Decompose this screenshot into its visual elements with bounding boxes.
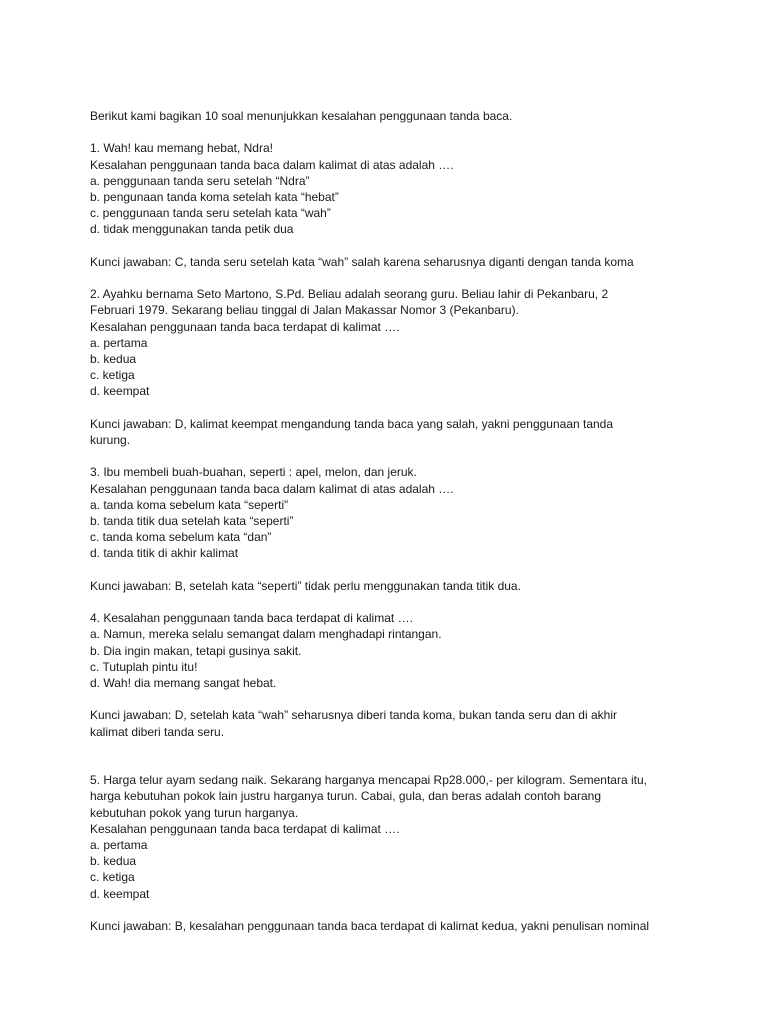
question-prompt: Kesalahan penggunaan tanda baca dalam kalimat di atas adalah …. <box>90 481 454 496</box>
question-5 <box>90 772 698 934</box>
option-b: b. pengunaan tanda koma setelah kata “hebat” <box>90 190 339 204</box>
option-c: c. ketiga <box>90 368 135 383</box>
question-text: 3. Ibu membeli buah-buahan, seperti : apel, melon, dan jeruk. <box>90 465 417 480</box>
answer-key: Kunci jawaban: B, setelah kata “seperti” tidak perlu menggunakan tanda titik dua. <box>90 578 521 593</box>
spacer <box>90 740 698 772</box>
option-d: d. tanda titik di akhir kalimat <box>90 546 239 561</box>
option-a: a. pertama <box>90 838 148 852</box>
answer-key: Kunci jawaban: C, tanda seru setelah kata “wah” salah karena seharusnya diganti dengan tanda koma <box>90 254 634 269</box>
question-2 <box>90 286 698 448</box>
spacer <box>90 562 698 578</box>
question-4 <box>90 610 698 740</box>
question-prompt: 4. Kesalahan penggunaan tanda baca terdapat di kalimat …. <box>90 611 413 626</box>
spacer <box>90 238 698 254</box>
question-text: 1. Wah! kau memang hebat, Ndra! <box>90 141 273 156</box>
question-1 <box>90 140 698 270</box>
question-text: kebutuhan pokok yang turun harganya. <box>90 805 299 820</box>
question-text: Februari 1979. Sekarang beliau tinggal di Jalan Makassar Nomor 3 (Pekanbaru). <box>90 303 519 318</box>
spacer <box>90 448 698 464</box>
question-prompt: Kesalahan penggunaan tanda baca terdapat di kalimat …. <box>90 319 400 334</box>
option-c: c. Tutuplah pintu itu! <box>90 659 198 674</box>
question-3 <box>90 464 698 594</box>
option-c: c. tanda koma sebelum kata “dan” <box>90 530 272 545</box>
option-d: d. Wah! dia memang sangat hebat. <box>90 676 277 690</box>
option-c: c. penggunaan tanda seru setelah kata “wah” <box>90 206 331 221</box>
spacer <box>90 594 698 610</box>
option-d: d. tidak menggunakan tanda petik dua <box>90 222 294 237</box>
answer-key: Kunci jawaban: D, kalimat keempat mengandung tanda baca yang salah, yakni penggunaan tanda <box>90 416 614 431</box>
option-a: a. tanda koma sebelum kata “seperti” <box>90 497 289 512</box>
option-a: a. penggunaan tanda seru setelah “Ndra” <box>90 173 310 188</box>
intro-text: Berikut kami bagikan 10 soal menunjukkan kesalahan penggunaan tanda baca. <box>90 109 513 123</box>
question-prompt: Kesalahan penggunaan tanda baca terdapat di kalimat …. <box>90 821 400 836</box>
spacer <box>90 902 698 918</box>
answer-key: kurung. <box>90 433 131 447</box>
question-text: 2. Ayahku bernama Seto Martono, S.Pd. Beliau adalah seorang guru. Beliau lahir di Pekanbaru, 2 <box>90 287 609 302</box>
option-c: c. ketiga <box>90 870 135 885</box>
option-b: b. Dia ingin makan, tetapi gusinya sakit. <box>90 643 302 658</box>
spacer <box>90 400 698 416</box>
question-text: harga kebutuhan pokok lain justru harganya turun. Cabai, gula, dan beras adalah contoh barang <box>90 789 602 804</box>
question-text: 5. Harga telur ayam sedang naik. Sekarang harganya mencapai Rp28.000,- per kilogram. Sementara itu, <box>90 773 647 788</box>
option-a: a. Namun, mereka selalu semangat dalam menghadapi rintangan. <box>90 627 442 642</box>
option-a: a. pertama <box>90 335 148 350</box>
option-b: b. kedua <box>90 352 137 366</box>
answer-key: Kunci jawaban: B, kesalahan penggunaan tanda baca terdapat di kalimat kedua, yakni penulisan nominal <box>90 919 650 933</box>
spacer <box>90 270 698 286</box>
answer-key: kalimat diberi tanda seru. <box>90 724 225 739</box>
option-d: d. keempat <box>90 384 150 399</box>
spacer <box>90 691 698 707</box>
answer-key: Kunci jawaban: D, setelah kata “wah” seharusnya diberi tanda koma, bukan tanda seru dan di akhir <box>90 708 617 723</box>
question-prompt: Kesalahan penggunaan tanda baca dalam kalimat di atas adalah …. <box>90 157 454 172</box>
option-b: b. kedua <box>90 854 137 869</box>
option-b: b. tanda titik dua setelah kata “seperti” <box>90 514 294 528</box>
option-d: d. keempat <box>90 886 150 901</box>
spacer <box>90 124 698 140</box>
